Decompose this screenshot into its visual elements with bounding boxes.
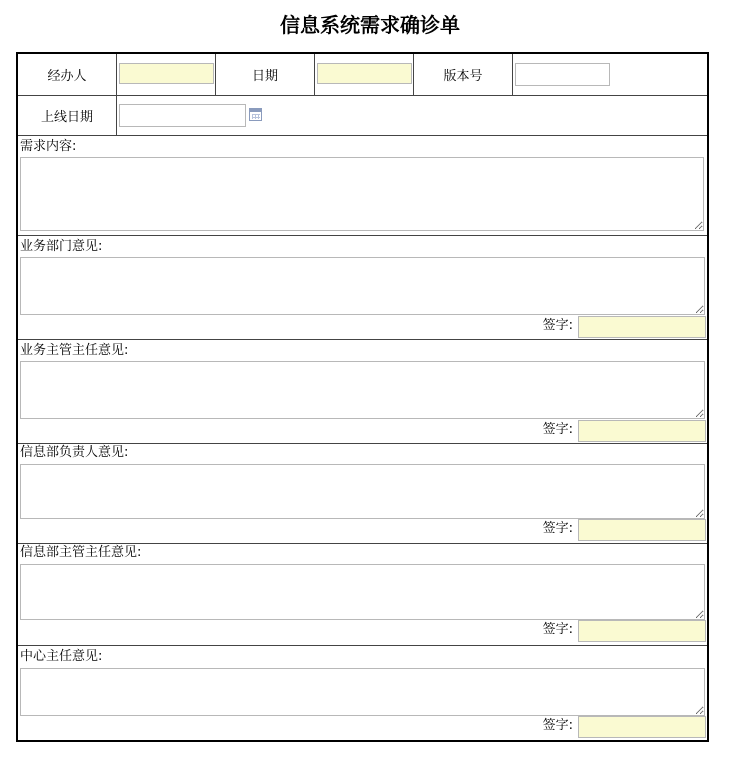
section-label: 业务部门意见: — [20, 239, 103, 254]
sign-input[interactable] — [578, 420, 706, 442]
online-date-row — [18, 95, 707, 136]
calendar-icon[interactable] — [249, 108, 262, 121]
handler-input[interactable] — [119, 63, 214, 84]
online-date-input[interactable] — [119, 104, 246, 127]
section-label: 信息部负责人意见: — [20, 445, 129, 460]
section-requirement — [18, 135, 707, 236]
handler-label: 经办人 — [18, 54, 117, 95]
sign-input[interactable] — [578, 519, 706, 541]
section-business-dept — [18, 235, 707, 340]
sign-label: 签字: — [542, 422, 573, 437]
page-title: 信息系统需求确诊单 — [280, 13, 460, 37]
version-cell — [513, 54, 707, 95]
sign-label: 签字: — [542, 622, 573, 637]
sign-input[interactable] — [578, 620, 706, 642]
opinion-textarea[interactable] — [20, 564, 705, 620]
date-cell — [315, 54, 414, 95]
sign-label: 签字: — [542, 318, 573, 333]
section-it-head — [18, 443, 707, 544]
date-label: 日期 — [216, 54, 315, 95]
section-label: 中心主任意见: — [20, 649, 103, 664]
online-date-label: 上线日期 — [18, 95, 117, 135]
opinion-textarea[interactable] — [20, 464, 705, 519]
opinion-textarea[interactable] — [20, 361, 705, 419]
handler-cell — [117, 54, 216, 95]
requirement-form — [16, 52, 709, 742]
section-label: 需求内容: — [20, 139, 77, 154]
section-center-director — [18, 645, 707, 740]
sign-label: 签字: — [542, 718, 573, 733]
opinion-textarea[interactable] — [20, 257, 705, 315]
section-label: 信息部主管主任意见: — [20, 545, 142, 560]
header-row — [18, 54, 707, 96]
opinion-textarea[interactable] — [20, 668, 705, 716]
section-it-director — [18, 543, 707, 646]
version-label: 版本号 — [414, 54, 513, 95]
sign-label: 签字: — [542, 521, 573, 536]
section-business-director — [18, 339, 707, 444]
version-input[interactable] — [515, 63, 610, 86]
online-date-cell — [117, 95, 707, 135]
section-label: 业务主管主任意见: — [20, 343, 129, 358]
date-input[interactable] — [317, 63, 412, 84]
sign-input[interactable] — [578, 716, 706, 738]
sign-input[interactable] — [578, 316, 706, 338]
requirement-textarea[interactable] — [20, 157, 704, 231]
